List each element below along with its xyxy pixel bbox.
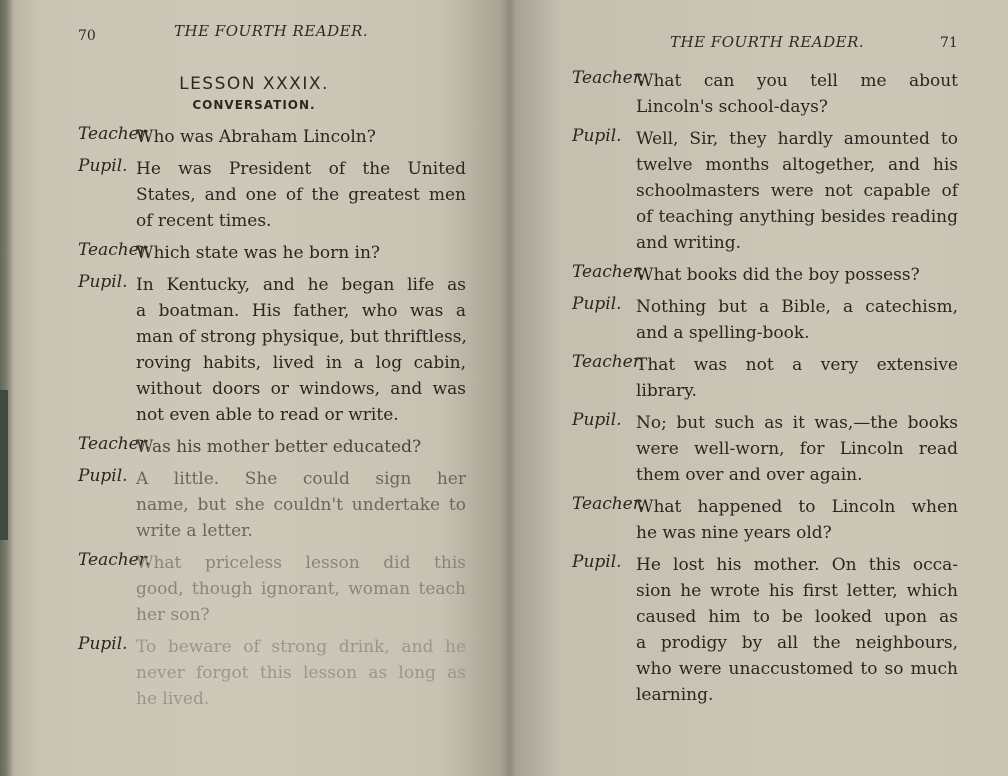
dialogue-entry [78,124,466,150]
text-line: who were unaccustomed to so much [636,659,958,679]
dialogue-entry [572,494,958,546]
text-line: No; but such as it was,—the books [636,413,958,433]
speaker-label: Teacher. [572,494,645,514]
speech-text [636,552,958,708]
text-line: of teaching anything besides reading [636,207,958,227]
speaker-label: Teacher. [78,240,151,260]
running-head: THE FOURTH READER. [670,33,865,51]
speech-text [136,466,466,544]
dialogue [78,124,466,718]
speaker-label: Teacher. [78,124,151,144]
speaker-label: Pupil. [572,126,622,146]
text-line: What priceless lesson did this [136,553,466,573]
text-line: Which state was he born in? [136,243,381,263]
text-line: name, but she couldn't undertake to [136,495,466,515]
text-line: In Kentucky, and he began life as [136,275,466,295]
text-line: man of strong physique, but thriftless, [136,327,467,347]
dialogue-entry [78,240,466,266]
lesson-title: LESSON XXXIX. [179,74,329,94]
speaker-label: Pupil. [572,294,622,314]
text-line: of recent times. [136,211,272,231]
speaker-label: Teacher. [572,352,645,372]
text-line: Who was Abraham Lincoln? [136,127,376,147]
running-head: THE FOURTH READER. [174,22,369,40]
text-line: a prodigy by all the neighbours, [636,633,958,653]
text-line: To beware of strong drink, and he [136,637,466,657]
speech-text [636,294,958,346]
text-line: What books did the boy possess? [636,265,920,285]
text-line: a boatman. His father, who was a [136,301,466,321]
speaker-label: Pupil. [78,156,128,176]
speaker-label: Teacher. [572,262,645,282]
text-line: them over and over again. [636,465,863,485]
dialogue-entry [572,262,958,288]
dialogue-entry [78,156,466,234]
dialogue-entry [78,466,466,544]
speaker-label: Pupil. [572,552,622,572]
dialogue-entry [78,634,466,712]
dialogue-entry [572,352,958,404]
text-line: without doors or windows, and was [136,379,466,399]
speech-text [636,410,958,488]
text-line: He lost his mother. On this occa- [636,555,958,575]
speech-text [136,124,466,150]
text-line: States, and one of the greatest men [136,185,466,205]
text-line: sion he wrote his first letter, which [636,581,958,601]
text-line: he lived. [136,689,210,709]
text-line: schoolmasters were not capable of [636,181,958,201]
speech-text [636,68,958,120]
speaker-label: Pupil. [572,410,622,430]
text-line: he was nine years old? [636,523,832,543]
page-number: 71 [940,35,958,51]
speech-text [136,240,466,266]
speaker-label: Pupil. [78,272,128,292]
speaker-label: Teacher. [78,550,151,570]
text-line: He was President of the United [136,159,466,179]
speech-text [136,550,466,628]
dialogue-entry [572,126,958,256]
right-page [512,0,1008,776]
text-line: her son? [136,605,210,625]
text-line: not even able to read or write. [136,405,399,425]
text-line: were well-worn, for Lincoln read [636,439,958,459]
speaker-label: Pupil. [78,466,128,486]
speech-text [136,156,466,234]
text-line: A little. She could sign her [136,469,466,489]
speech-text [136,434,466,460]
text-line: Lincoln's school-days? [636,97,828,117]
speaker-label: Pupil. [78,634,128,654]
dialogue-entry [78,550,466,628]
text-line: good, though ignorant, woman teach [136,579,466,599]
text-line: and writing. [636,233,741,253]
text-line: Nothing but a Bible, a catechism, [636,297,958,317]
dialogue-entry [572,68,958,120]
speech-text [636,494,958,546]
text-line: write a letter. [136,521,253,541]
speech-text [636,126,958,256]
dialogue [572,68,958,714]
dialogue-entry [572,294,958,346]
text-line: That was not a very extensive [636,355,958,375]
dialogue-entry [78,434,466,460]
speaker-label: Teacher. [572,68,645,88]
text-line: Was his mother better educated? [136,437,422,457]
speech-text [636,262,958,288]
speech-text [636,352,958,404]
dialogue-entry [572,410,958,488]
dialogue-entry [78,272,466,428]
speech-text [136,634,466,712]
page-number: 70 [78,28,96,44]
text-line: and a spelling-book. [636,323,810,343]
lesson-subtitle: CONVERSATION. [192,98,316,112]
speech-text [136,272,466,428]
speaker-label: Teacher. [78,434,151,454]
text-line: twelve months altogether, and his [636,155,958,175]
text-line: library. [636,381,697,401]
text-line: roving habits, lived in a log cabin, [136,353,466,373]
text-line: learning. [636,685,714,705]
dialogue-entry [572,552,958,708]
text-line: never forgot this lesson as long as [136,663,466,683]
text-line: Well, Sir, they hardly amounted to [636,129,958,149]
text-line: What can you tell me about [636,71,958,91]
text-line: caused him to be looked upon as [636,607,958,627]
text-line: What happened to Lincoln when [636,497,958,517]
